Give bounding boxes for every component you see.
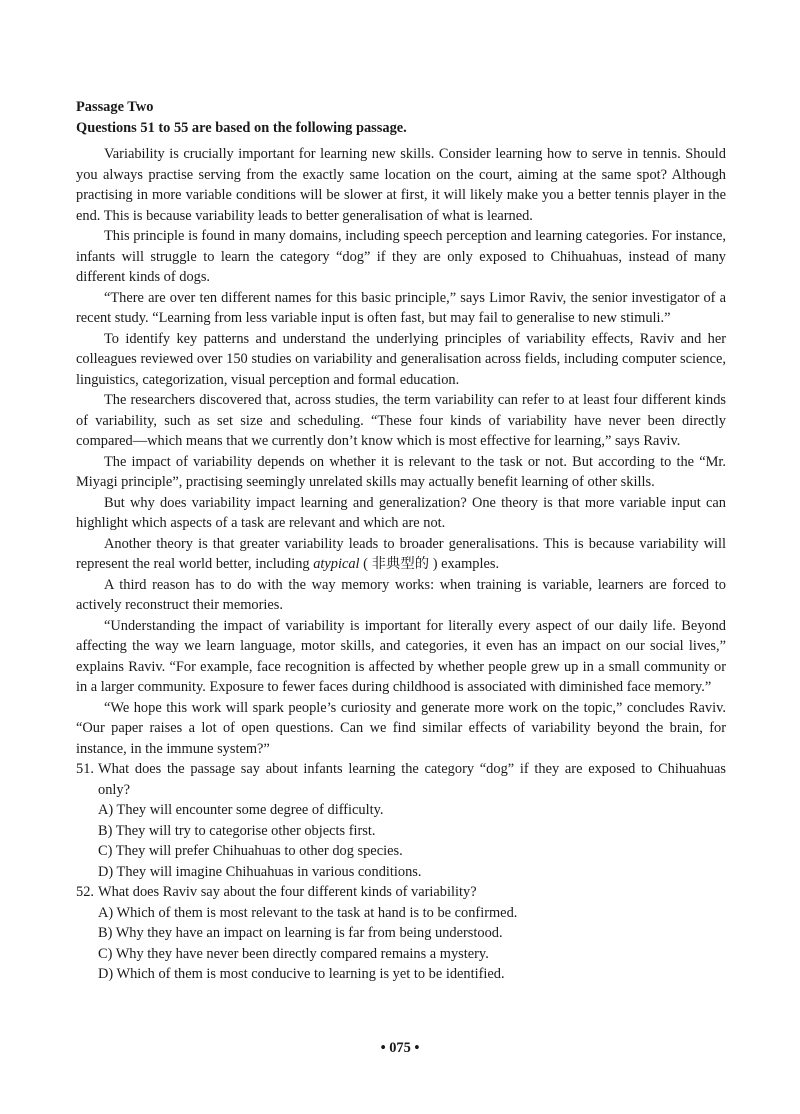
question-number: 51. xyxy=(76,761,94,777)
question-stem xyxy=(76,882,726,903)
paragraph: The researchers discovered that, across studies, the term variability can refer to at least four different kinds of variability, such as set size and scheduling. “These four kinds of variability have never been directly compared—which means that we currently don’t know which is most effective for learning,” says Raviv. xyxy=(76,392,726,449)
question-52 xyxy=(76,882,726,985)
answer-option: D) Which of them is most conducive to learning is yet to be identified. xyxy=(98,966,505,982)
paragraph-atypical xyxy=(76,534,726,575)
paragraph: To identify key patterns and understand the underlying principles of variability effects, Raviv and her colleagues reviewed over 150 studies on variability and generalisation across fields, including computer science, linguistics, categorization, visual perception and formal education. xyxy=(76,330,726,388)
answer-option: C) Why they have never been directly compared remains a mystery. xyxy=(98,945,489,962)
document-page xyxy=(76,97,726,985)
paragraph: But why does variability impact learning and generalization? One theory is that more variable input can highlight which aspects of a task are relevant and which are not. xyxy=(76,494,726,531)
paragraph-text: Another theory is that greater variability leads to broader generalisations. This is because variability will represent the real world better, including xyxy=(76,535,726,572)
answer-option: B) Why they have an impact on learning is far from being understood. xyxy=(98,925,503,941)
paragraph: “Understanding the impact of variability is important for literally every aspect of our daily life. Beyond affecting the way we learn language, motor skills, and categories, it even has an impact on our social lives,” explains Raviv. “For example, face recognition is affected by whether people grew up in a small community or in a larger community. Exposure to fewer faces during childhood is associated with diminished face memory.” xyxy=(76,617,726,695)
paragraph: This principle is found in many domains, including speech perception and learning categories. For instance, infants will struggle to learn the category “dog” if they are only exposed to Chihuahuas, instead of many different kinds of dogs. xyxy=(76,228,726,285)
paragraph: “We hope this work will spark people’s curiosity and generate more work on the topic,” concludes Raviv. “Our paper raises a lot of open questions. Can we find similar effects of variability beyond the brain, for instance, in the immune system?” xyxy=(76,699,726,757)
question-text: What does the passage say about infants learning the category “dog” if they are exposed to Chihuahuas only? xyxy=(98,761,726,798)
answer-option: C) They will prefer Chihuahuas to other dog species. xyxy=(98,843,403,859)
italic-term: atypical xyxy=(313,556,360,572)
passage-instructions: Questions 51 to 55 are based on the following passage. xyxy=(76,119,407,136)
answer-option: B) They will try to categorise other objects first. xyxy=(98,822,376,839)
page-number: • 075 • xyxy=(380,1040,420,1056)
answer-option: A) They will encounter some degree of difficulty. xyxy=(98,802,384,818)
paragraph: A third reason has to do with the way memory works: when training is variable, learners are forced to actively reconstruct their memories. xyxy=(76,576,726,613)
paragraph-text: examples. xyxy=(441,556,500,572)
question-text: What does Raviv say about the four different kinds of variability? xyxy=(98,884,477,900)
passage-title: Passage Two xyxy=(76,99,154,115)
question-stem xyxy=(76,759,726,800)
answer-option: A) Which of them is most relevant to the task at hand is to be confirmed. xyxy=(98,904,518,921)
answer-option: D) They will imagine Chihuahuas in various conditions. xyxy=(98,863,422,880)
chinese-gloss: ( 非典型的 ) xyxy=(359,556,442,572)
paragraph: Variability is crucially important for learning new skills. Consider learning how to serve in tennis. Should you always practise serving from the exactly same location on the court, aiming at the same spot? Although practising in more variable conditions will be slower at first, it will likely make you a better tennis player in the end. This is because variability leads to better generalisation of what is learned. xyxy=(76,146,726,224)
question-51 xyxy=(76,759,726,882)
paragraph: The impact of variability depends on whether it is relevant to the task or not. But according to the “Mr. Miyagi principle”, practising seemingly unrelated skills may actually benefit learning of other skills. xyxy=(76,453,726,490)
paragraph: “There are over ten different names for this basic principle,” says Limor Raviv, the senior investigator of a recent study. “Learning from less variable input is often fast, but may fail to generalise to new stimuli.” xyxy=(76,289,726,326)
question-number: 52. xyxy=(76,884,94,900)
